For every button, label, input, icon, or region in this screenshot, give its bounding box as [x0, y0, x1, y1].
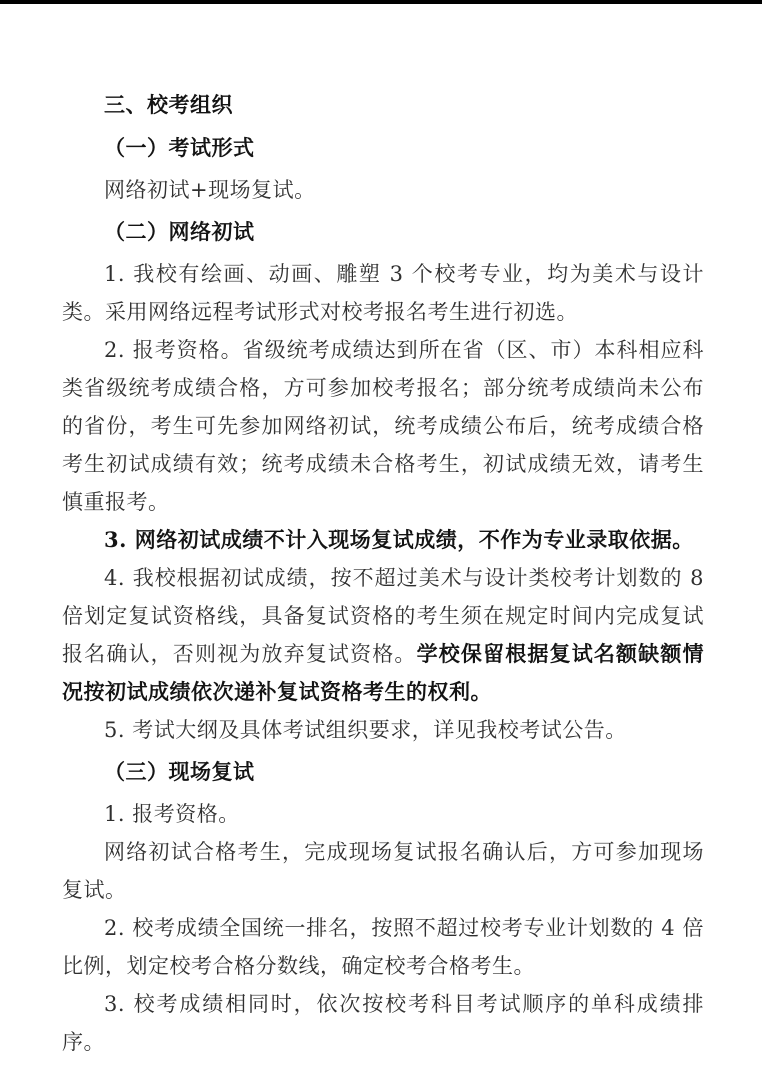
paragraph-online-item-1: 1. 我校有绘画、动画、雕塑 3 个校考专业，均为美术与设计类。采用网络远程考试形式对校考报名考生进行初选。: [62, 262, 704, 324]
paragraph-onsite-item-1-detail: 网络初试合格考生，完成现场复试报名确认后，方可参加现场复试。: [62, 840, 704, 902]
paragraph-onsite-item-2: 2. 校考成绩全国统一排名，按照不超过校考专业计划数的 4 倍比例，划定校考合格分数线，确定校考合格考生。: [62, 916, 704, 978]
paragraph-onsite-item-1: 1. 报考资格。: [104, 802, 240, 826]
paragraph-online-item-3-bold: 3. 网络初试成绩不计入现场复试成绩，不作为专业录取依据。: [104, 527, 694, 552]
paragraph-onsite-item-3: 3. 校考成绩相同时，依次按校考科目考试顺序的单科成绩排序。: [62, 992, 704, 1054]
subsection-heading-onsite-retest: （三）现场复试: [104, 759, 255, 784]
section-heading-school-exam-organization: 三、校考组织: [104, 92, 233, 117]
paragraph-online-item-4: [62, 559, 704, 711]
paragraph-online-item-5: 5. 考试大纲及具体考试组织要求，详见我校考试公告。: [104, 718, 627, 742]
document-content: [0, 4, 762, 1061]
paragraph-online-item-2: 2. 报考资格。省级统考成绩达到所在省（区、市）本科相应科类省级统考成绩合格，方可参加校考报名；部分统考成绩尚未公布的省份，考生可先参加网络初试，统考成绩公布后，统考成绩合格考生初试成绩有效；统考成绩未合格考生，初试成绩无效，请考生慎重报考。: [62, 338, 704, 514]
paragraph-online-item-4-normal-text: 4. 我校根据初试成绩，按不超过美术与设计类校考计划数的 8 倍划定复试资格线，具备复试资格的考生须在规定时间内完成复试报名确认，否则视为放弃复试资格。: [62, 566, 704, 666]
paragraph-online-item-4-bold-text: 学校保留根据复试名额缺额情况按初试成绩依次递补复试资格考生的权利。: [62, 641, 705, 704]
subsection-heading-online-preliminary: （二）网络初试: [104, 219, 255, 244]
paragraph-exam-format: 网络初试+现场复试。: [104, 178, 316, 202]
subsection-heading-exam-format: （一）考试形式: [104, 135, 255, 160]
